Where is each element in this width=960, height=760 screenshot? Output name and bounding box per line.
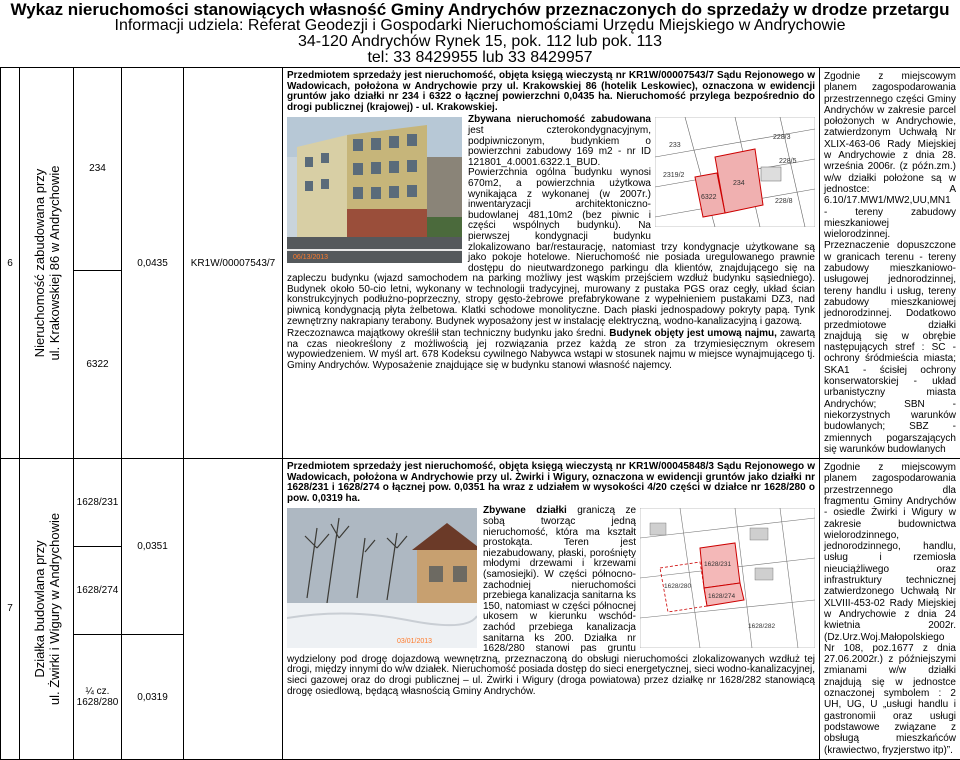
address-line: 34-120 Andrychów Rynek 15, pok. 112 lub pok. 113: [0, 34, 960, 50]
zoning-plan: Zgodnie z miejscowym planem zagospodarowania przestrzennego dla fragmentu Gminy Andrychów - osiedle Żwirki i Wigury w zakresie budownictwa wielorodzinnego, jednorodzinnego, handlu, usług i rzemiosła nieuciążliwego oraz infrastruktury technicznej zatwierdzonego Uchwałą Nr XLVIII-453-02 Rady Miejskiej w Andrychowie z dnia 24 kwietnia 2002r. (Dz.Urz.Woj.Małopolskiego Nr 108, poz.1677 z dnia 27.06.2002r.) z późniejszymi zmianami w/w działki znajdują się w jednostce oznaczonej symbolem : 2 UH, UG, U „usługi handlu i gastronomii oraz usługi podstawowe związane z obsługą mieszkańców (krawiectwo, fryzjerstwo itp)”.: [820, 459, 960, 760]
svg-text:06/13/2013: 06/13/2013: [293, 254, 328, 261]
svg-text:1628/282: 1628/282: [748, 623, 775, 630]
land-register-number: KR1W/00007543/7: [184, 68, 283, 459]
property-name: Działka budowlana przy ul. Żwirki i Wigury w Andrychowie: [20, 459, 74, 760]
zoning-plan: Zgodnie z miejscowym planem zagospodarowania przestrzennego części Gminy Andrychów w zakresie parcel położonych w Andrychowie, zatwierdzonym Uchwałą Nr XLIX-463-06 Rady Miejskiej w Andrychowie z dnia 28. września 2006r. (z późn.zm.) w/w działki położone są w jednostce: A 6.10/17.MW1/MW2,UU,MN1 - tereny zabudowy mieszkaniowej wielorodzinnej. Przeznaczenie dopuszczone w granicach terenu - tereny zabudowy mieszkaniowo-usługowej jednorodzinnej, tereny handlu i usług, tereny zabudowy mieszkaniowej jednorodzinnej. Dodatkowo przedmiotowe działki znajdują się w obrębie następujących stref : SC - ochrony śródmieścia miasta; SKA1 - ścisłej ochrony konserwatorskiej - układ urbanistyczny miasta Andrychów; SBN - niekorzystnych warunków budowlanych; SBZ - zmiennych pogarszających się warunków budowlanych: [820, 68, 960, 459]
plot-number: 6322: [74, 270, 122, 458]
svg-text:228/3: 228/3: [773, 134, 791, 141]
land-register-number: [184, 459, 283, 760]
document-title: Wykaz nieruchomości stanowiących własność Gminy Andrychów przeznaczonych do sprzedaży w drodze przetargu: [0, 1, 960, 18]
cadastral-map: [655, 117, 815, 231]
property-name: Nieruchomość zabudowana przy ul. Krakowskiej 86 w Andrychowie: [20, 68, 74, 459]
info-line: Informacji udziela: Referat Geodezji i Gospodarki Nieruchomościami Urzędu Miejskiego w Andrychowie: [0, 18, 960, 34]
svg-text:1628/274: 1628/274: [708, 593, 735, 600]
plot-area: 0,0319: [122, 635, 184, 760]
svg-text:03/01/2013: 03/01/2013: [397, 638, 432, 645]
cadastral-map: [640, 508, 815, 652]
plot-number: 1628/231: [74, 459, 122, 547]
svg-text:1628/231: 1628/231: [704, 561, 731, 568]
plot-area: 0,0351: [122, 459, 184, 635]
table-row: [1, 68, 960, 271]
svg-text:233: 233: [669, 142, 681, 149]
svg-text:228/5: 228/5: [779, 158, 797, 165]
svg-text:1628/280: 1628/280: [664, 583, 691, 590]
row-number: 6: [1, 68, 20, 459]
plot-photo: [287, 508, 477, 652]
svg-text:234: 234: [733, 180, 745, 187]
table-row: [1, 459, 960, 547]
plot-number: 1628/274: [74, 547, 122, 635]
property-table: [0, 67, 960, 760]
building-photo: [287, 117, 462, 267]
svg-text:228/8: 228/8: [775, 198, 793, 205]
row-number: 7: [1, 459, 20, 760]
plot-number: 234: [74, 68, 122, 271]
svg-text:6322: 6322: [701, 194, 717, 201]
plot-number: ¼ cz. 1628/280: [74, 635, 122, 760]
document-header: [0, 0, 960, 66]
property-description: Przedmiotem sprzedaży jest nieruchomość, objęta księgą wieczystą nr KR1W/00045848/3 Sądu Rejonowego w Wadowicach, położona w Andrychowie przy ul. Żwirki i Wigury, oznaczona w ewidencji gruntów jako działki nr 1628/231 i 1628/274 o łącznej pow. 0,0351 ha wraz z udziałem w wysokości 4/20 części w działce nr 1628/280 o pow. 0,0319 ha. 03/01/2013 1628/231 1628/274 1628/280 1628/282 Zbywane działki graniczą ze sobą tworząc jedną nieruchomość, która ma kształt prostokąta. Teren jest niezabudowany, płaski, porośnięty młodymi drzewami i krzewami (samosiejki). W części północno-zachodniej nieruchomości przebiega kanalizacja sanitarna ks 150, natomiast w części północnej ukosem w kierunku wschód-zachód przebiega kanalizacja sanitarna ks 200. Działka nr 1628/280 stanowi pas gruntu wydzielony pod drogę dojazdową wewnętrzną, przeznaczoną do obsługi nieruchomości zlokalizowanych wzdłuż tej drogi, między innymi do w/w działek. Nieruchomość posiada dostęp do sieci energetycznej, sieci wodno-kanalizacyjnej, sieci gazowej oraz do drogi publicznej – ul. Żwirki i Wigury (droga powiatowa) przez działkę nr 1628/282 stanowiącą drogę osiedlową, będącą własnością Gminy Andrychów.: [283, 459, 820, 760]
phone-line: tel: 33 8429955 lub 33 8429957: [0, 50, 960, 66]
property-description: Przedmiotem sprzedaży jest nieruchomość, objęta księgą wieczystą nr KR1W/00007543/7 Sądu Rejonowego w Wadowicach, położona w Andrychowie przy ul. Krakowskiej 86 (hotelik Leskowiec), oznaczona w ewidencji gruntów jako działki nr 234 i 6322 o łącznej powierzchni 0,0435 ha. Nieruchomość przylega bezpośrednio do drogi publicznej (krajowej) - ul. Krakowskiej. 06/13/2013 234 6322 228/3 228/5 228/8 233 2319/2 Zbywana nieruchomość zabudowana jest czterokondygnacyjnym, podpiwniczonym, budynkiem o powierzchni zabudowy 169 m2 - nr ID 121801_4.0001.6322.1_BUD. Powierzchnia ogólna budynku wynosi 670m2, a powierzchnia użytkowa wynikająca z wykonanej (w 2007r.) inwentaryzacji architektoniczno-budowlanej 481,10m2 (bez piwnic i części wspólnych budynku). Na pierwszej kondygnacji budynku zlokalizowano bar/restaurację, natomiast trzy kondygnacje użytkowane są jako pokoje hotelowe. Nieruchomość nie posiada uregulowanego prawnie dostępu do nieutwardzonego parkingu dla klientów, znajdującego się na zapleczu budynku (wjazd samochodem na parking możliwy jest wąskim przejściem wzdłuż budynku sąsiedniego). Budynek około 50-cio letni, wykonany w technologii tradycyjnej, murowany z pustaka PGS oraz cegły, układ ścian konstrukcyjnych podłużno-poprzeczny, stropy gęsto-żebrowe prefabrykowane z wypełnieniem pustakami DZ3, nad piwnicą kondygnacją płyta żelbetowa. Klatki schodowe monolityczne. Dach płaski jednospadowy pokryty papą. Tynk zewnętrzny nakrapiany terabony. Budynek wyposażony jest w instalację elektryczną, wodno-kanalizacyjną i gazową. Rzeczoznawca majątkowy określił stan techniczny budynku jako średni. Budynek objęty jest umową najmu, zawartą na czas nieokreślony z możliwością jej rozwiązania przez każdą ze stron za trzymiesięcznym okresem wypowiedzeniem. W myśl art. 678 Kodeksu cywilnego Nabywca wstąpi w stosunek najmu w miejsce wynajmującego tj. Gminy Andrychów. Wyposażenie znajdujące się w budynku stanowi własność najemcy.: [283, 68, 820, 459]
svg-text:2319/2: 2319/2: [663, 172, 685, 179]
plot-area: 0,0435: [122, 68, 184, 459]
